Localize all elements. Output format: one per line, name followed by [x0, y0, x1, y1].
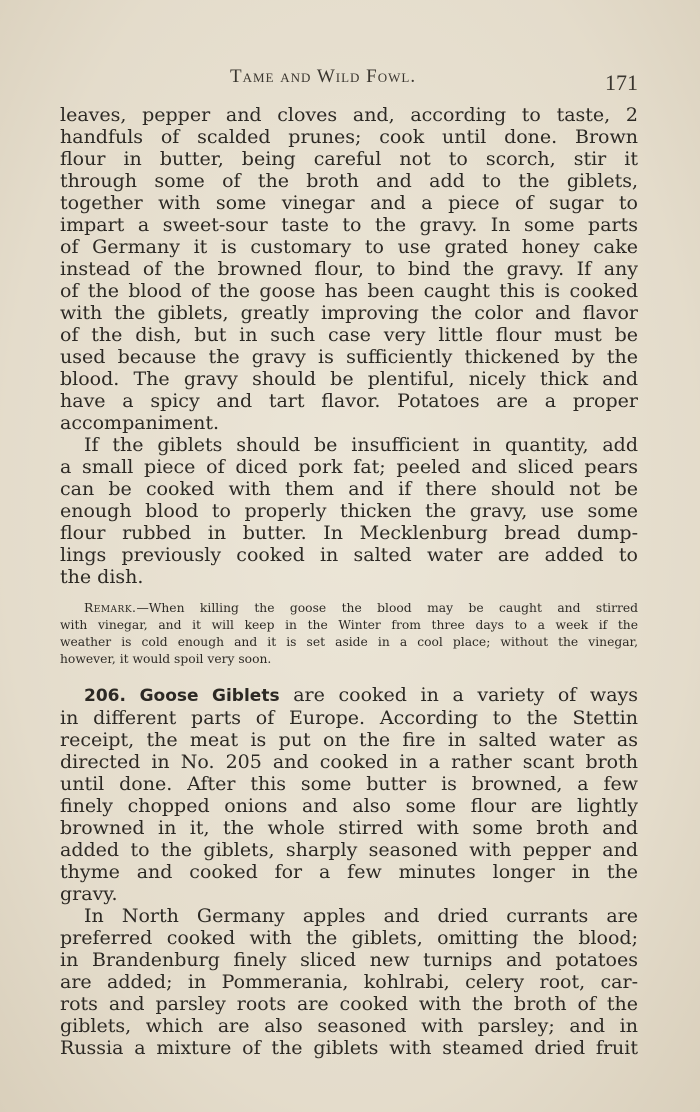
recipe-heading-text: are cooked in a variety of ways [293, 684, 639, 706]
text-line: with the giblets, greatly improving the color and flavor [60, 302, 638, 324]
remark-text: —When killing the goose the blood may be caught and stirred [136, 601, 638, 615]
text-line: If the giblets should be insufficient in quantity, add [84, 434, 638, 456]
text-line: thyme and cooked for a few minutes longer in the [60, 861, 638, 883]
text-line: added to the giblets, sharply seasoned with pepper and [60, 839, 638, 861]
page-header [60, 58, 638, 94]
text-line: in different parts of Europe. According to the Stettin [60, 707, 638, 729]
text-line: leaves, pepper and cloves and, according to taste, 2 [60, 104, 638, 126]
page-number: 171 [605, 70, 638, 95]
text-line: flour in butter, being careful not to scorch, stir it [60, 148, 638, 170]
text-line: Russia a mixture of the giblets with steamed dried fruit [60, 1037, 638, 1059]
text-line: of Germany it is customary to use grated honey cake [60, 236, 638, 258]
text-line: rots and parsley roots are cooked with the broth of the [60, 993, 638, 1015]
text-line: the dish. [60, 566, 144, 588]
remark-line: weather is cold enough and it is set aside in a cool place; without the vinegar, [60, 635, 638, 649]
paragraph-giblets-quantity [60, 434, 638, 588]
recipe-heading-line [60, 684, 638, 707]
text-line: in Brandenburg finely sliced new turnips and potatoes [60, 949, 638, 971]
remark-line: with vinegar, and it will keep in the Winter from three days to a week if the [60, 618, 638, 632]
text-line: instead of the browned flour, to bind the gravy. If any [60, 258, 638, 280]
text-line: used because the gravy is sufficiently thickened by the [60, 346, 638, 368]
remark-note [60, 600, 638, 668]
recipe-title: Goose Giblets [139, 686, 280, 706]
text-line: through some of the broth and add to the giblets, [60, 170, 638, 192]
remark-line: however, it would spoil very soon. [60, 652, 272, 666]
text-line: receipt, the meat is put on the fire in salted water as [60, 729, 638, 751]
remark-label: Remark. [84, 601, 137, 615]
text-line: impart a sweet-sour taste to the gravy. In some parts [60, 214, 638, 236]
text-line: handfuls of scalded prunes; cook until done. Brown [60, 126, 638, 148]
text-line: until done. After this some butter is browned, a few [60, 773, 638, 795]
text-line: can be cooked with them and if there should not be [60, 478, 638, 500]
text-line: browned in it, the whole stirred with some broth and [60, 817, 638, 839]
text-line: blood. The gravy should be plentiful, nicely thick and [60, 368, 638, 390]
text-line: In North Germany apples and dried currants are [84, 905, 638, 927]
paragraph-continued [60, 104, 638, 434]
text-line: lings previously cooked in salted water are added to [60, 544, 638, 566]
page-body [60, 104, 638, 1059]
recipe-206 [60, 684, 638, 1059]
text-line: giblets, which are also seasoned with parsley; and in [60, 1015, 638, 1037]
recipe-number: 206. [84, 686, 126, 706]
text-line: preferred cooked with the giblets, omitting the blood; [60, 927, 638, 949]
text-line: flour rubbed in butter. In Mecklenburg bread dump- [60, 522, 638, 544]
text-line: gravy. [60, 883, 118, 905]
remark-line [60, 600, 638, 617]
text-line: a small piece of diced pork fat; peeled and sliced pears [60, 456, 638, 478]
text-line: enough blood to properly thicken the gravy, use some [60, 500, 638, 522]
text-line: have a spicy and tart flavor. Potatoes are a proper [60, 390, 638, 412]
text-line: directed in No. 205 and cooked in a rather scant broth [60, 751, 638, 773]
text-line: together with some vinegar and a piece of sugar to [60, 192, 638, 214]
text-line: accompaniment. [60, 412, 220, 434]
text-line: finely chopped onions and also some flour are lightly [60, 795, 638, 817]
text-line: of the blood of the goose has been caught this is cooked [60, 280, 638, 302]
text-line: are added; in Pommerania, kohlrabi, celery root, car- [60, 971, 638, 993]
text-line: of the dish, but in such case very little flour must be [60, 324, 638, 346]
running-head: Tame and Wild Fowl. [230, 66, 417, 87]
